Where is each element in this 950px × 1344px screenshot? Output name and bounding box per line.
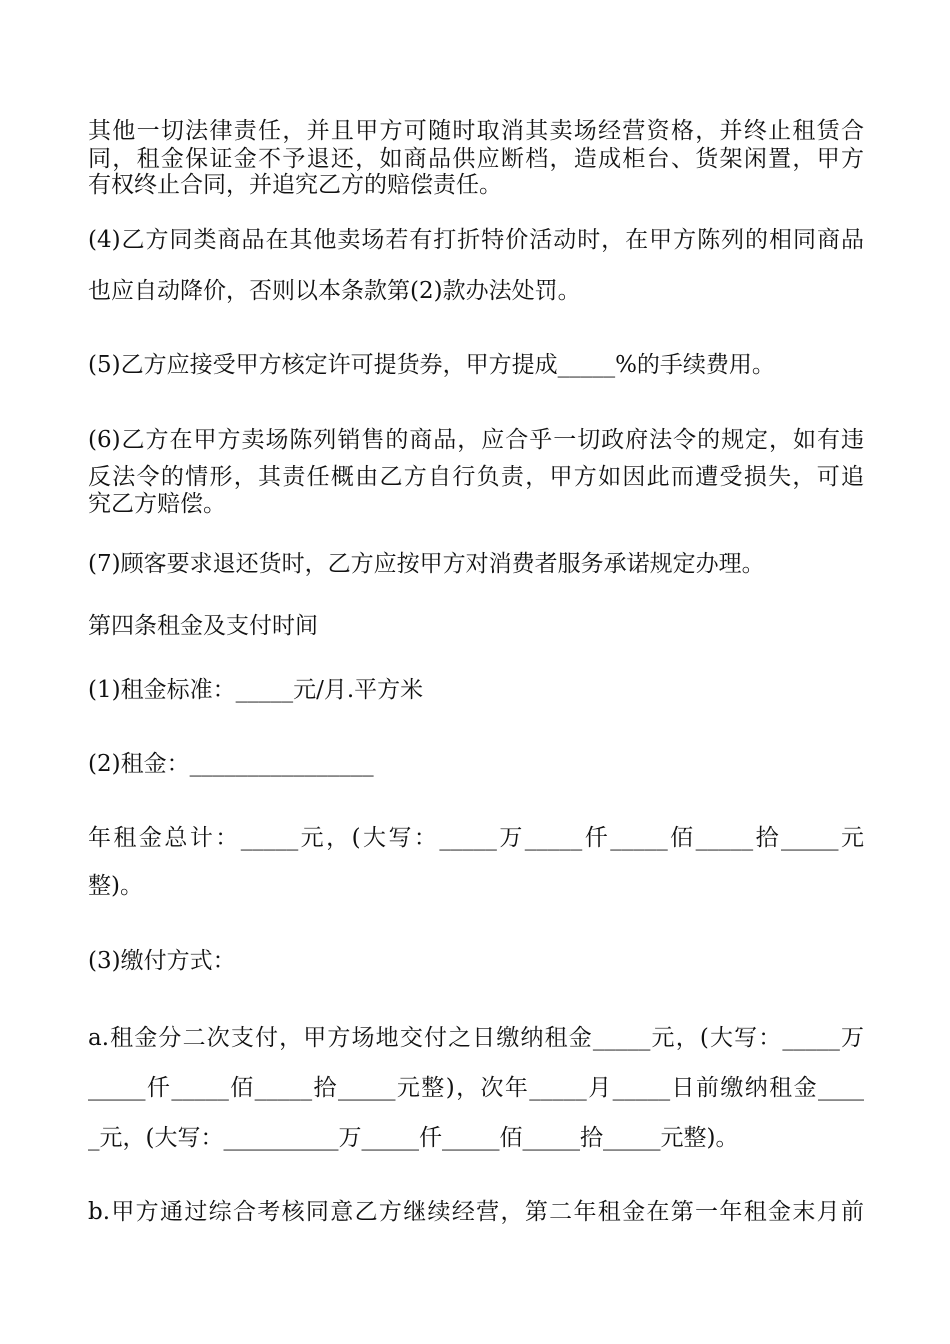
paragraph-line: 整)。 <box>88 873 143 899</box>
paragraph-line: (6)乙方在甲方卖场陈列销售的商品，应合乎一切政府法令的规定，如有违 <box>88 427 864 453</box>
paragraph-line: (3)缴付方式： <box>88 948 236 974</box>
paragraph-line: _元，(大写：__________万_____仟_____佰_____拾_____元整)。 <box>88 1125 739 1151</box>
paragraph-line: 年租金总计：_____元，(大写：_____万_____仟_____佰_____拾_____元 <box>88 825 864 851</box>
paragraph-line: 反法令的情形，其责任概由乙方自行负责，甲方如因此而遭受损失，可追 <box>88 464 864 490</box>
paragraph-line: (7)顾客要求退还货时，乙方应按甲方对消费者服务承诺规定办理。 <box>88 551 765 577</box>
paragraph-line: 同，租金保证金不予退还，如商品供应断档，造成柜台、货架闲置，甲方 <box>88 146 864 172</box>
paragraph-line: a.租金分二次支付，甲方场地交付之日缴纳租金_____元，(大写：_____万 <box>88 1025 864 1051</box>
paragraph-line: (4)乙方同类商品在其他卖场若有打折特价活动时，在甲方陈列的相同商品 <box>88 227 864 253</box>
paragraph-line: 究乙方赔偿。 <box>88 491 226 517</box>
paragraph-line: (5)乙方应接受甲方核定许可提货券，甲方提成_____%的手续费用。 <box>88 352 775 378</box>
paragraph-line: _____仟_____佰_____拾_____元整)，次年_____月_____日前缴纳租金____ <box>88 1075 864 1101</box>
section-heading: 第四条租金及支付时间 <box>88 613 318 639</box>
paragraph-line: 其他一切法律责任，并且甲方可随时取消其卖场经营资格，并终止租赁合 <box>88 118 864 144</box>
paragraph-line: b.甲方通过综合考核同意乙方继续经营，第二年租金在第一年租金末月前 <box>88 1199 864 1225</box>
paragraph-line: 有权终止合同，并追究乙方的赔偿责任。 <box>88 172 502 198</box>
paragraph-line: (1)租金标准：_____元/月.平方米 <box>88 677 424 703</box>
paragraph-line: (2)租金：________________ <box>88 751 374 777</box>
paragraph-line: 也应自动降价，否则以本条款第(2)款办法处罚。 <box>88 278 581 304</box>
